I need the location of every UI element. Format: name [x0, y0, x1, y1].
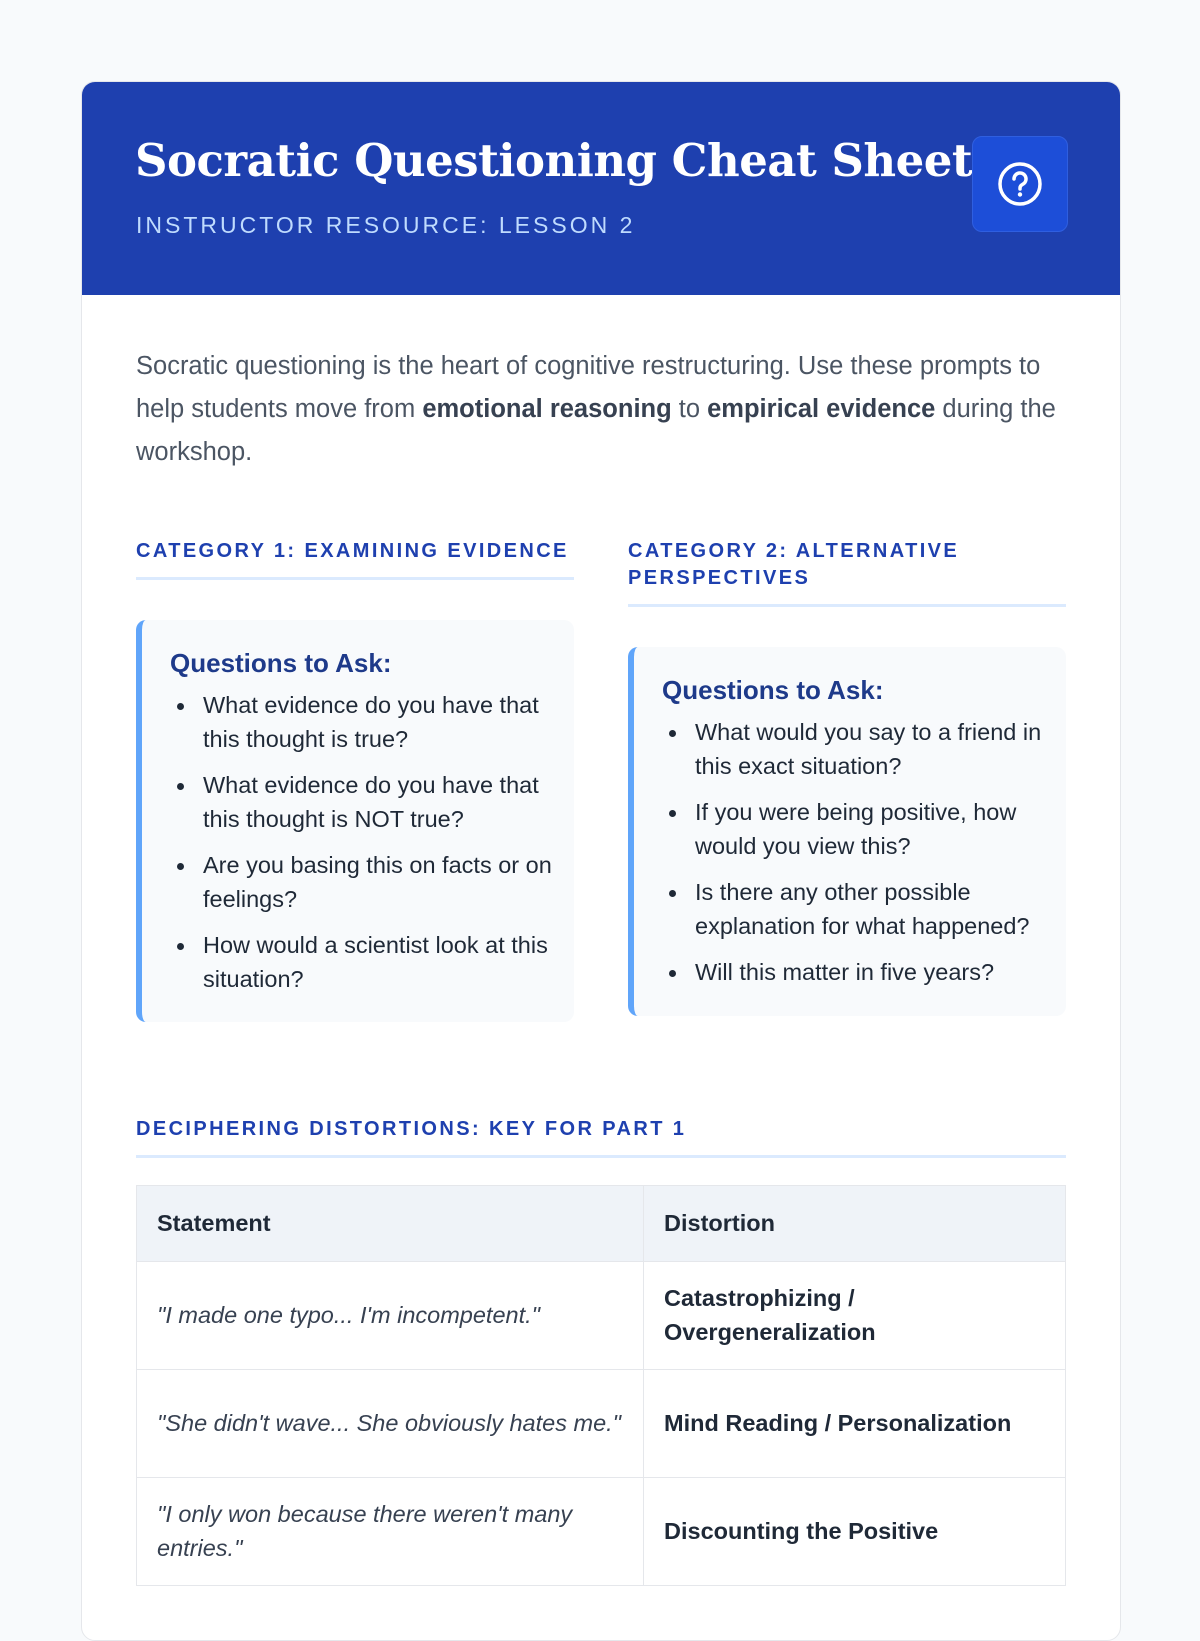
questions-box [136, 620, 574, 1022]
table-row [137, 1262, 1066, 1370]
table-row [137, 1478, 1066, 1586]
help-button[interactable] [972, 136, 1068, 232]
questions-box [628, 647, 1066, 1016]
column-header-statement: Statement [137, 1186, 644, 1262]
intro-text: during the workshop. [136, 395, 1056, 466]
questions-list [662, 716, 1046, 990]
question-item: What evidence do you have that this thought is NOT true? [170, 769, 554, 836]
header [82, 82, 1120, 295]
question-item: Are you basing this on facts or on feelings? [170, 849, 554, 916]
question-item: How would a scientist look at this situation? [170, 929, 554, 996]
table-header-row [137, 1186, 1066, 1262]
table-row [137, 1370, 1066, 1478]
intro-emphasis-emotional: emotional reasoning [422, 395, 672, 423]
distortion-cell: Mind Reading / Personalization [644, 1370, 1066, 1478]
statement-cell: "I only won because there weren't many entries." [137, 1478, 644, 1586]
questions-heading: Questions to Ask: [170, 648, 392, 678]
category-1 [136, 538, 574, 1022]
page-title: Socratic Questioning Cheat Sheet [135, 134, 973, 187]
statement-cell: "I made one typo... I'm incompetent." [137, 1262, 644, 1370]
question-item: What evidence do you have that this thought is true? [170, 689, 554, 756]
page-subtitle: INSTRUCTOR RESOURCE: LESSON 2 [136, 212, 636, 238]
question-item: What would you say to a friend in this exact situation? [662, 716, 1046, 783]
category-title: CATEGORY 1: EXAMINING EVIDENCE [136, 538, 574, 580]
questions-heading: Questions to Ask: [662, 675, 884, 705]
category-2 [628, 538, 1066, 1016]
distortion-cell: Catastrophizing / Overgeneralization [644, 1262, 1066, 1370]
intro-emphasis-empirical: empirical evidence [707, 395, 936, 423]
distortions-section [136, 1116, 1066, 1586]
question-item: Is there any other possible explanation for what happened? [662, 876, 1046, 943]
question-circle-icon [996, 160, 1044, 208]
statement-cell: "She didn't wave... She obviously hates me." [137, 1370, 644, 1478]
distortions-title: DECIPHERING DISTORTIONS: KEY FOR PART 1 [136, 1116, 1066, 1158]
distortions-table [136, 1185, 1066, 1586]
intro-text: Socratic questioning is the heart of cognitive restructuring. Use these prompts to help students move from [136, 352, 1041, 423]
column-header-distortion: Distortion [644, 1186, 1066, 1262]
question-item: Will this matter in five years? [662, 956, 1046, 990]
intro-text: to [671, 395, 708, 423]
intro-paragraph [136, 345, 1066, 474]
questions-list [170, 689, 554, 996]
question-item: If you were being positive, how would you view this? [662, 796, 1046, 863]
cheat-sheet-card [81, 81, 1121, 1641]
distortion-cell: Discounting the Positive [644, 1478, 1066, 1586]
category-title: CATEGORY 2: ALTERNATIVE PERSPECTIVES [628, 538, 1066, 607]
